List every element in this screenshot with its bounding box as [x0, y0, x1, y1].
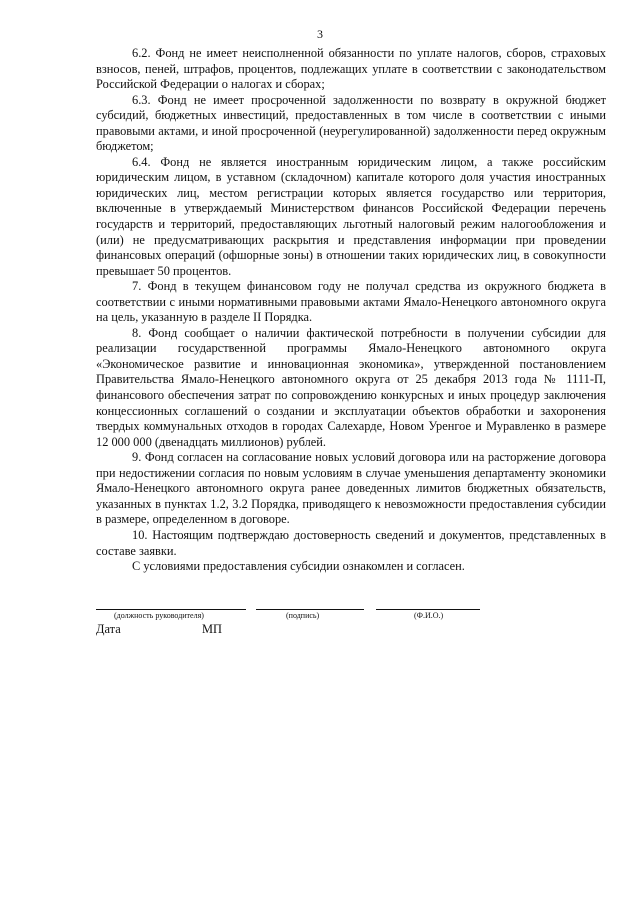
- paragraph-6-3: 6.3. Фонд не имеет просроченной задолженности по возврату в окружной бюджет субсидий, бюджетных инвестиций, предоставленных в том числе в соответствии с иными правовыми актами, и иной просроченной (неурегулированной) задолженности перед окружным бюджетом;: [96, 92, 606, 154]
- paragraph-8: 8. Фонд сообщает о наличии фактической потребности в получении субсидии для реализации государственной программы Ямало-Ненецкого автономного округа «Экономическое развитие и инновационная экономика», утвержденной постановлением Правительства Ямало-Ненецкого автономного округа от 25 декабря 2013 года № 1111-П, финансового обеспечения затрат по сопровождению конкурсных и иных процедур заключения концессионных соглашений о создании и эксплуатации объектов обработки и захоронения твердых коммунальных отходов в городах Салехарде, Новом Уренгое и Муравленко в размере 12 000 000 (двенадцать миллионов) рублей.: [96, 325, 606, 449]
- signature-caption: (подпись): [286, 611, 320, 620]
- full-name-signature-line: [376, 609, 480, 610]
- paragraph-9: 9. Фонд согласен на согласование новых условий договора или на расторжение договора при недостижении согласия по новым условиям в случае уменьшения департаменту экономики Ямало-Ненецкого автономного округа ранее доведенных лимитов бюджетных обязательств, указанных в пунктах 1.2, 3.2 Порядка, приводящего к невозможности предоставления субсидии в размере, определенном в договоре.: [96, 450, 606, 527]
- stamp-label: МП: [202, 622, 222, 636]
- paragraph-10: 10. Настоящим подтверждаю достоверность сведений и документов, представленных в составе заявки.: [96, 527, 606, 558]
- paragraph-6-4: 6.4. Фонд не является иностранным юридическим лицом, а также российским юридическим лицом, в уставном (складочном) капитале которого доля участия иностранных юридических лиц, местом регистрации которых является государство или территория, включенные в утверждаемый Министерством финансов Российской Федерации перечень государств и территорий, предоставляющих льготный налоговый режим налогообложения и (или) не предусматривающих раскрытия и представления информации при проведении финансовых операций (офшорные зоны) в отношении таких юридических лиц, в совокупности превышает 50 процентов.: [96, 154, 606, 278]
- paragraph-6-2: 6.2. Фонд не имеет неисполненной обязанности по уплате налогов, сборов, страховых взносов, пеней, штрафов, процентов, подлежащих уплате в соответствии с законодательством Российской Федерации о налогах и сборах;: [96, 46, 606, 92]
- consent-statement: С условиями предоставления субсидии ознакомлен и согласен.: [132, 559, 465, 574]
- page-number: 3: [317, 27, 323, 41]
- position-caption: (должность руководителя): [114, 611, 204, 620]
- paragraph-7: 7. Фонд в текущем финансовом году не получал средства из окружного бюджета в соответствии с иными нормативными правовыми актами Ямало-Ненецкого автономного округа на цель, указанную в разделе II Порядка.: [96, 279, 606, 325]
- position-signature-line: [96, 609, 246, 610]
- document-body: [96, 46, 606, 575]
- signature-line: [256, 609, 364, 610]
- signature-block: [96, 601, 516, 631]
- full-name-caption: (Ф.И.О.): [414, 611, 444, 620]
- date-label: Дата: [96, 622, 121, 636]
